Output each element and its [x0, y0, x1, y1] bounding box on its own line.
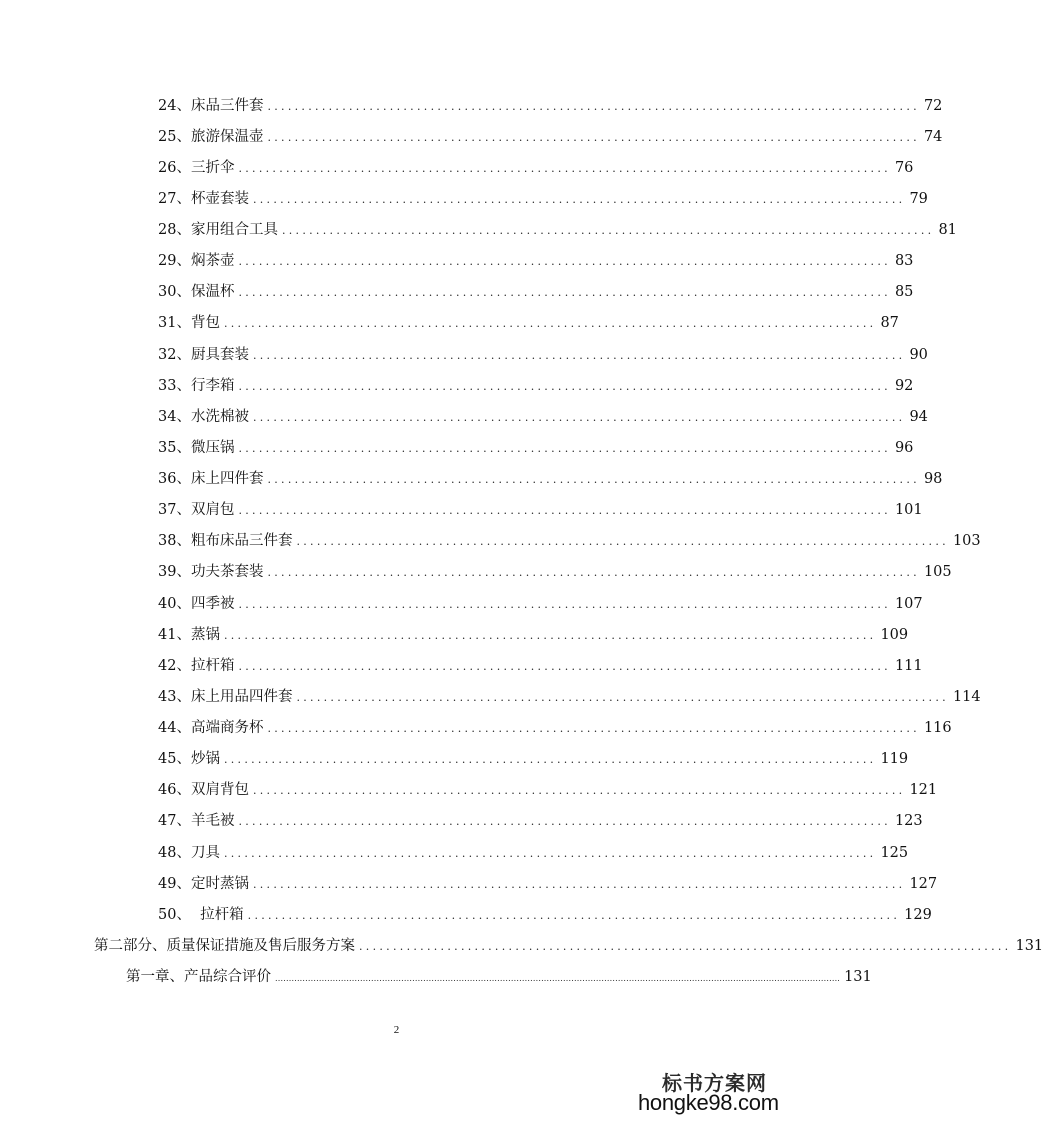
toc-leader-dots: ................................................................................................ [267, 473, 920, 486]
toc-leader-dots: ................................................................................................ [223, 317, 877, 330]
toc-entry-label: 32、厨具套装 [158, 347, 249, 363]
toc-leader-dots: ................................................................................................ [223, 629, 877, 642]
toc-entry[interactable] [158, 281, 914, 303]
toc-leader-dots: ................................................................................................ [247, 909, 901, 922]
toc-entry[interactable] [158, 437, 914, 459]
toc-entry-page: 123 [894, 813, 923, 829]
toc-entry[interactable] [158, 375, 914, 397]
toc-entry-page: 74 [923, 129, 943, 145]
toc-leader-dots: ................................................................................................ [238, 660, 891, 673]
toc-entry-label: 49、定时蒸锅 [158, 876, 249, 892]
toc-entry-label: 24、床品三件套 [158, 98, 264, 114]
toc-entry[interactable] [158, 344, 928, 366]
toc-entry[interactable] [158, 904, 932, 926]
toc-entry-page: 121 [909, 782, 938, 798]
toc-leader-dots: ................................................................................................ [223, 847, 877, 860]
toc-entry[interactable] [158, 686, 981, 708]
toc-entry-page: 72 [923, 98, 943, 114]
toc-entry-label: 28、家用组合工具 [158, 222, 278, 238]
toc-entry-page: 92 [894, 378, 914, 394]
toc-entry-label: 第一章、产品综合评价 [126, 969, 271, 985]
toc-entry[interactable] [158, 312, 899, 334]
toc-entry-label: 44、高端商务杯 [158, 720, 264, 736]
toc-leader-dots: ................................................................................................ [267, 100, 920, 113]
toc-entry-page: 94 [909, 409, 928, 425]
toc-entry-page: 111 [894, 658, 923, 674]
toc-entry-page: 87 [880, 315, 899, 331]
toc-entry[interactable] [158, 468, 943, 490]
toc-entry-page: 81 [938, 222, 957, 238]
toc-entry-label: 45、炒锅 [158, 751, 220, 767]
toc-entry-page: 90 [909, 347, 928, 363]
toc-leader-dots: ................................................................................................ [252, 784, 906, 797]
toc-leader-dots: ................................................................................................ [252, 878, 906, 891]
toc-entry-page: 105 [923, 564, 952, 580]
toc-entry-page: 101 [894, 502, 923, 518]
toc-entry[interactable] [158, 561, 952, 583]
toc-entry-page: 83 [894, 253, 914, 269]
toc-entry-label: 43、床上用品四件套 [158, 689, 293, 705]
toc-entry[interactable] [158, 95, 943, 117]
toc-leader-dots: ................................................................................................ [296, 691, 949, 704]
toc-entry-label: 40、四季被 [158, 596, 235, 612]
toc-entry-label: 30、保温杯 [158, 284, 235, 300]
toc-entry-page: 96 [894, 440, 914, 456]
toc-entry-label: 26、三折伞 [158, 160, 235, 176]
toc-entry-page: 109 [880, 627, 909, 643]
toc-entry-page: 131 [1015, 938, 1043, 954]
toc-entry[interactable] [158, 250, 914, 272]
toc-entry-label: 47、羊毛被 [158, 813, 235, 829]
toc-entry-page: 79 [909, 191, 928, 207]
toc-entry[interactable] [158, 717, 952, 739]
toc-leader-dots: ................................................................................................ [238, 815, 891, 828]
toc-entry[interactable] [158, 219, 957, 241]
toc-entry-page: 119 [880, 751, 909, 767]
toc-entry-label: 25、旅游保温壶 [158, 129, 264, 145]
toc-leader-dots: .............................................................................................................................................................................................................. [275, 974, 841, 983]
toc-leader-dots: ................................................................................................ [252, 349, 906, 362]
toc-entry-label: 27、杯壶套装 [158, 191, 249, 207]
toc-entry-label: 42、拉杆箱 [158, 658, 235, 674]
watermark-url: hongke98.com [638, 1090, 779, 1115]
toc-leader-dots: ................................................................................................ [238, 286, 891, 299]
toc-leader-dots: ................................................................................................ [238, 162, 891, 175]
toc-entry-page: 131 [844, 969, 872, 985]
toc-leader-dots: ................................................................................................ [223, 753, 877, 766]
toc-entry[interactable] [158, 779, 938, 801]
toc-entry-page: 107 [894, 596, 923, 612]
toc-leader-dots: ................................................................................................ [267, 131, 920, 144]
toc-entry[interactable] [158, 406, 928, 428]
toc-entry[interactable] [158, 530, 981, 552]
page-number: 2 [393, 1024, 400, 1036]
toc-entry-label: 48、刀具 [158, 845, 220, 861]
toc-leader-dots: ................................................................................................ [238, 442, 891, 455]
toc-entry-label: 41、蒸锅 [158, 627, 220, 643]
toc-entry-label: 29、焖茶壶 [158, 253, 235, 269]
toc-entry-page: 85 [894, 284, 914, 300]
toc-entry-label: 35、微压锅 [158, 440, 235, 456]
toc-entry-label: 31、背包 [158, 315, 220, 331]
toc-entry-label: 第二部分、质量保证措施及售后服务方案 [94, 938, 355, 954]
toc-entry[interactable] [158, 873, 938, 895]
toc-entry-label: 34、水洗棉被 [158, 409, 249, 425]
toc-entry-page: 103 [952, 533, 981, 549]
toc-entry-page: 114 [952, 689, 981, 705]
toc-leader-dots: ................................................................................................ [238, 380, 891, 393]
toc-entry[interactable] [158, 748, 909, 770]
toc-entry-label: 50、 拉杆箱 [158, 907, 244, 923]
toc-entry-label: 33、行李箱 [158, 378, 235, 394]
toc-leader-dots: ................................................................................................ [238, 598, 891, 611]
toc-entry-page: 116 [923, 720, 952, 736]
toc-leader-dots: ................................................................................................ [252, 411, 906, 424]
toc-entry[interactable] [158, 655, 923, 677]
watermark-title: 标书方案网 [662, 1071, 767, 1095]
toc-entry[interactable] [158, 593, 923, 615]
toc-entry-label: 38、粗布床品三件套 [158, 533, 293, 549]
toc-entry[interactable] [158, 188, 928, 210]
toc-entry-page: 127 [909, 876, 938, 892]
toc-entry-label: 39、功夫茶套装 [158, 564, 264, 580]
toc-leader-dots: ................................................................................................ [238, 504, 891, 517]
toc-leader-dots: ................................................................................................ [281, 224, 935, 237]
toc-leader-dots: ................................................................................................ [238, 255, 891, 268]
toc-leader-dots: ................................................................................................ [267, 566, 920, 579]
toc-entry-label: 36、床上四件套 [158, 471, 264, 487]
toc-chapter-heading[interactable] [126, 966, 872, 988]
toc-entry[interactable] [158, 624, 909, 646]
toc-leader-dots: ................................................................................................ [296, 535, 949, 548]
toc-leader-dots: ................................................................................................ [267, 722, 920, 735]
toc-leader-dots: ................................................................................................ [359, 940, 1012, 953]
toc-leader-dots: ................................................................................................ [252, 193, 906, 206]
toc-entry-label: 37、双肩包 [158, 502, 235, 518]
toc-entry[interactable] [158, 842, 909, 864]
toc-entry-page: 125 [880, 845, 909, 861]
toc-entry[interactable] [158, 499, 923, 521]
toc-entry-page: 76 [894, 160, 914, 176]
toc-entry[interactable] [158, 157, 914, 179]
toc-entry-label: 46、双肩背包 [158, 782, 249, 798]
toc-entry[interactable] [158, 810, 923, 832]
toc-entry[interactable] [158, 126, 943, 148]
toc-part-heading[interactable] [94, 935, 1043, 957]
toc-entry-page: 129 [904, 907, 932, 923]
toc-entry-page: 98 [923, 471, 943, 487]
